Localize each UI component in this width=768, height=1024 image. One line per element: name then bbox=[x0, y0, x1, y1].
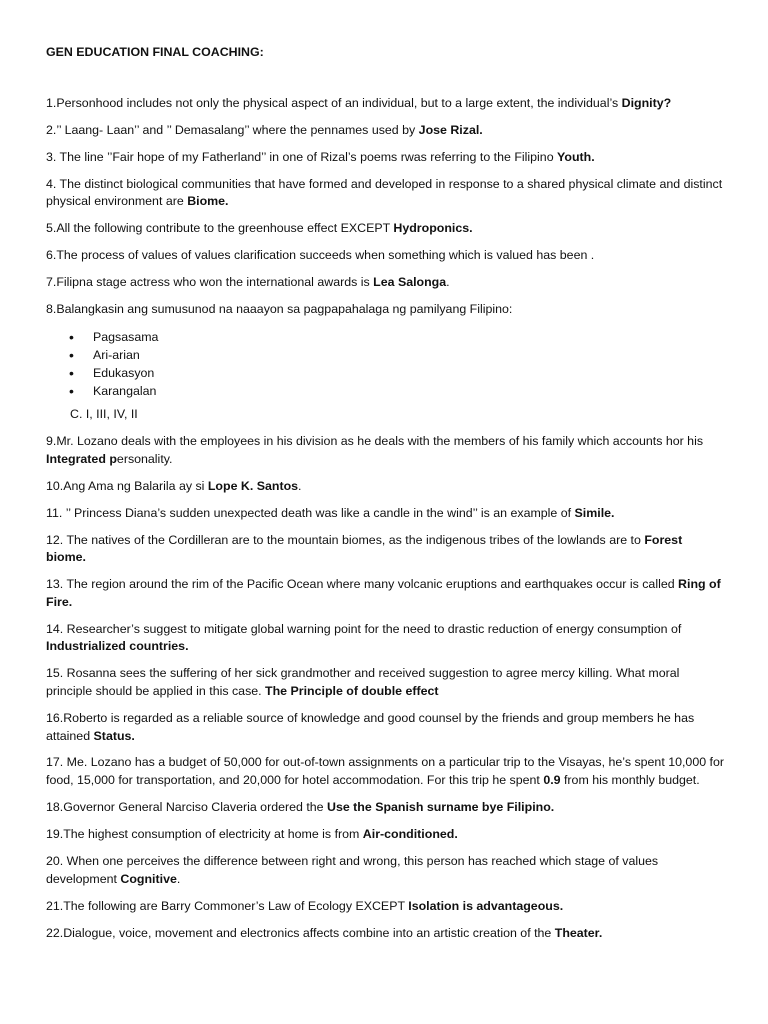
answer-text: Dignity? bbox=[621, 95, 672, 110]
question-item bbox=[46, 122, 724, 140]
answer-text: Status. bbox=[93, 728, 135, 743]
answer-text: Hydroponics. bbox=[393, 221, 473, 236]
question-text: 4. The distinct biological communities that have formed and developed in response to a shared physical climate and distinct physical environment are bbox=[46, 176, 723, 209]
question-text: 6.The process of values of values clarification succeeds when something which is valued has been . bbox=[46, 248, 595, 263]
question-text: 22.Dialogue, voice, movement and electronics affects combine into an artistic creation of the bbox=[46, 925, 555, 940]
question-list-part-2 bbox=[46, 433, 724, 942]
question-item bbox=[46, 149, 724, 167]
answer-text: Simile. bbox=[574, 505, 615, 520]
question-item bbox=[46, 898, 724, 916]
question-item bbox=[46, 532, 724, 567]
answer-text: Jose Rizal. bbox=[418, 122, 483, 137]
bullet-item: • Ari-arian bbox=[69, 346, 724, 364]
answer-text: Integrated p bbox=[46, 451, 117, 466]
question-text: 14. Researcher’s suggest to mitigate global warning point for the need to drastic reduction of energy consumption of bbox=[46, 621, 682, 636]
question-item bbox=[46, 220, 724, 238]
answer-text: Use the Spanish surname bye Filipino. bbox=[327, 800, 555, 815]
answer-text: Theater. bbox=[554, 925, 603, 940]
question-text: 11. ’’ Princess Diana’s sudden unexpected death was like a candle in the wind’’ is an example of bbox=[46, 505, 575, 520]
question-text: 7.Filipna stage actress who won the international awards is bbox=[46, 275, 374, 290]
question-item bbox=[46, 505, 724, 523]
question-item bbox=[46, 925, 724, 943]
answer-text: 0.9 bbox=[543, 773, 561, 788]
answer-text: Industrialized countries. bbox=[46, 639, 189, 654]
question-text: 13. The region around the rim of the Pacific Ocean where many volcanic eruptions and earthquakes occur is called bbox=[46, 577, 679, 592]
question-text: 20. When one perceives the difference between right and wrong, this person has reached which stage of values development bbox=[46, 854, 659, 886]
question-text-tail: . bbox=[298, 478, 302, 493]
question-text-tail: . bbox=[176, 871, 181, 886]
question-text: 9.Mr. Lozano deals with the employees in his division as he deals with the members of his family which accounts hor his bbox=[46, 434, 704, 449]
question-item bbox=[46, 176, 724, 211]
question-item bbox=[46, 433, 724, 468]
bullet-item: • Edukasyon bbox=[69, 364, 724, 382]
answer-text: Lea Salonga bbox=[373, 275, 447, 290]
question-item bbox=[46, 247, 724, 265]
bullet-item: • Pagsasama bbox=[69, 328, 724, 346]
answer-8: C. I, III, IV, II bbox=[70, 407, 138, 422]
question-item bbox=[46, 710, 724, 745]
question-item bbox=[46, 826, 724, 844]
question-text: 2.’’ Laang- Laan’’ and ’’ Demasalang’’ where the pennames used by bbox=[46, 122, 419, 137]
question-text: 3. The line ’’Fair hope of my Fatherland’’ in one of Rizal’s poems rwas referring to the Filipino bbox=[46, 149, 558, 164]
answer-text: Forest biome. bbox=[46, 532, 683, 565]
question-item bbox=[46, 665, 724, 700]
question-list-part-1 bbox=[46, 95, 724, 319]
question-item bbox=[46, 799, 724, 817]
question-text: 16.Roberto is regarded as a reliable source of knowledge and good counsel by the friends and group members he has attained bbox=[46, 710, 695, 743]
answer-text: Lope K. Santos bbox=[207, 478, 299, 493]
question-text-tail: . bbox=[446, 275, 450, 290]
question-item bbox=[46, 95, 724, 113]
question-item bbox=[46, 754, 724, 789]
answer-text: Youth. bbox=[557, 149, 595, 164]
question-text: 12. The natives of the Cordilleran are to the mountain biomes, as the indigenous tribes of the lowlands are to bbox=[46, 532, 645, 547]
answer-text: Ring of Fire. bbox=[46, 577, 721, 609]
answer-text: Cognitive bbox=[120, 871, 177, 886]
question-text: 1.Personhood includes not only the physical aspect of an individual, but to a large extent, the individual’s bbox=[46, 95, 622, 110]
bullet-list bbox=[46, 328, 724, 400]
question-item bbox=[46, 301, 724, 319]
question-text: 8.Balangkasin ang sumusunod na naaayon sa pagpapahalaga ng pamilyang Filipino: bbox=[46, 302, 513, 317]
answer-text: Air-conditioned. bbox=[362, 827, 458, 842]
question-item bbox=[46, 576, 724, 611]
bullet-item: • Karangalan bbox=[69, 382, 724, 400]
answer-text: Biome. bbox=[187, 194, 229, 209]
answer-text: Isolation is advantageous. bbox=[408, 898, 564, 913]
document-title: GEN EDUCATION FINAL COACHING: bbox=[46, 45, 264, 59]
question-text-tail: from his monthly budget. bbox=[560, 773, 700, 788]
question-text: 19.The highest consumption of electricity at home is from bbox=[46, 827, 363, 842]
question-text: 18.Governor General Narciso Claveria ordered the bbox=[46, 800, 327, 815]
question-text: 15. Rosanna sees the suffering of her sick grandmother and received suggestion to agree mercy killing. What moral principle should be applied in this case. bbox=[46, 666, 680, 698]
question-text: 17. Me. Lozano has a budget of 50,000 for out-of-town assignments on a particular trip to the Visayas, he’s spent 10,000 for food, 15,000 for transportation, and 20,000 for hotel accommodation. For this trip he spent bbox=[46, 755, 725, 788]
answer-text: The Principle of double effect bbox=[265, 683, 439, 698]
question-text: 21.The following are Barry Commoner’s Law of Ecology EXCEPT bbox=[46, 898, 409, 913]
question-text-tail: ersonality. bbox=[116, 451, 173, 466]
question-text: 10.Ang Ama ng Balarila ay si bbox=[46, 478, 208, 493]
question-item bbox=[46, 621, 724, 656]
question-item bbox=[46, 274, 724, 292]
question-item bbox=[46, 478, 724, 496]
question-text: 5.All the following contribute to the greenhouse effect EXCEPT bbox=[46, 221, 394, 236]
question-item bbox=[46, 853, 724, 888]
